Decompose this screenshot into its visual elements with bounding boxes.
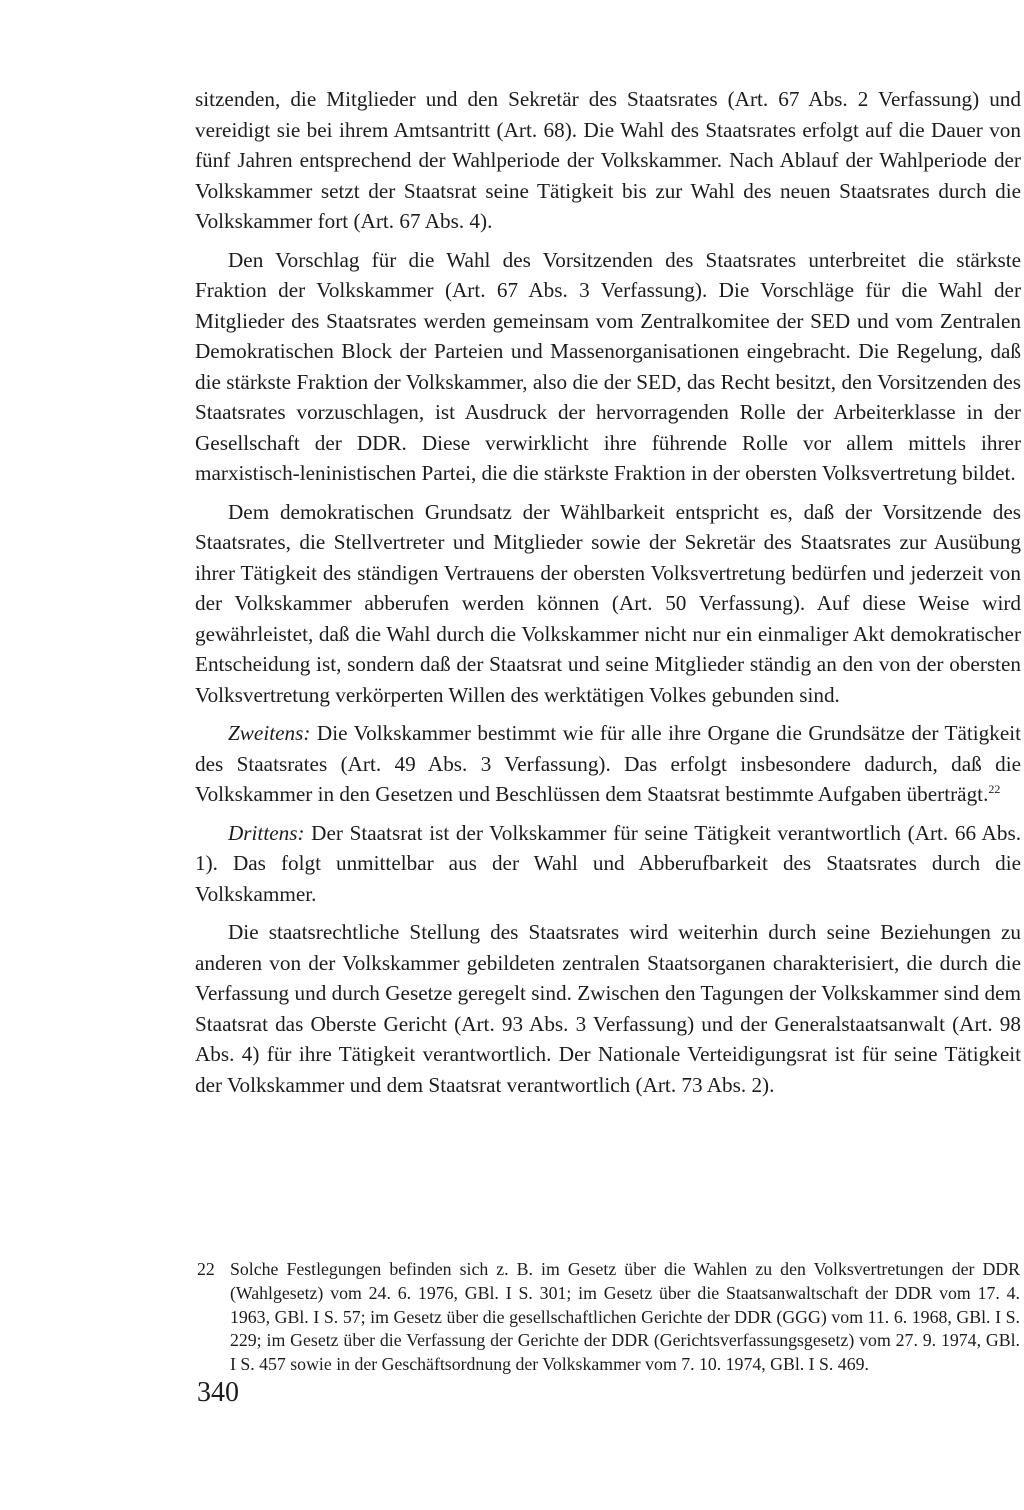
- paragraph-text: Die staatsrechtliche Stellung des Staatsrates wird weiterhin durch seine Beziehungen zu anderen von der Volkskammer gebildeten zentralen Staatsorganen charakterisiert, die durch die Verfassung und durch Gesetze geregelt sind. Zwischen den Tagungen der Volkskammer sind dem Staatsrat das Oberste Gericht (Art. 93 Abs. 3 Verfassung) und der Generalstaatsanwalt (Art. 98 Abs. 4) für ihre Tätigkeit verantwortlich. Der Nationale Verteidigungsrat ist für seine Tätigkeit der Volkskammer und dem Staatsrat verantwortlich (Art. 73 Abs. 2).: [195, 920, 1021, 1097]
- page-number: 340: [197, 1377, 239, 1408]
- paragraph-4: [195, 718, 1021, 810]
- footnote-number: 22: [197, 1259, 215, 1279]
- paragraph-text: Die Volkskammer bestimmt wie für alle ihre Organe die Grundsätze der Tätigkeit des Staatsrates (Art. 49 Abs. 3 Verfassung). Das erfolgt insbesondere dadurch, daß die Volkskammer in den Gesetzen und Beschlüssen dem Staatsrat bestimmte Aufgaben überträgt.: [195, 721, 1021, 806]
- paragraph-text: Der Staatsrat ist der Volkskammer für seine Tätigkeit verantwortlich (Art. 66 Abs. 1). Das folgt unmittelbar aus der Wahl und Abberufbarkeit des Staatsrates durch die Volkskammer.: [195, 820, 1021, 906]
- paragraph-lead-drittens: Drittens:: [228, 820, 305, 845]
- footnote-reference[interactable]: 22: [988, 782, 1001, 796]
- paragraph-6: [195, 917, 1021, 1100]
- footnote-text: Solche Festlegungen befinden sich z. B. im Gesetz über die Wahlen zu den Volksvertretungen der DDR (Wahlgesetz) vom 24. 6. 1976, GBl. I S. 301; im Gesetz über die Staatsanwaltschaft der DDR vom 17. 4. 1963, GBl. I S. 57; im Gesetz über die gesellschaftlichen Gerichte der DDR (GGG) vom 11. 6. 1968, GBl. I S. 229; im Gesetz über die Verfassung der Gerichte der DDR (Gerichtsverfassungsgesetz) vom 27. 9. 1974, GBl. I S. 457 sowie in der Geschäftsordnung der Volkskammer vom 7. 10. 1974, GBl. I S. 469.: [230, 1259, 1020, 1375]
- paragraph-lead-zweitens: Zweitens:: [228, 721, 311, 745]
- paragraph-text: Den Vorschlag für die Wahl des Vorsitzenden des Staatsrates unterbreitet die stärkste Fraktion der Volkskammer (Art. 67 Abs. 3 Verfassung). Die Vorschläge für die Wahl der Mitglieder des Staatsrates werden gemeinsam vom Zentralkomitee der SED und vom Zentralen Demokratischen Block der Parteien und Massenorganisationen eingebracht. Die Regelung, daß die stärkste Fraktion der Volkskammer, also die der SED, das Recht besitzt, den Vorsitzenden des Staatsrates vorzuschlagen, ist Ausdruck der hervorragenden Rolle der Arbeiterklasse in der Gesellschaft der DDR. Diese verwirklicht ihre führende Rolle vor allem mittels ihrer marxistisch-leninistischen Partei, die die stärkste Fraktion in der obersten Volksvertretung bildet.: [195, 247, 1021, 485]
- paragraph-2: [195, 245, 1021, 489]
- paragraph-text: Dem demokratischen Grundsatz der Wählbarkeit entspricht es, daß der Vorsitzende des Staatsrates, die Stellvertreter und Mitglieder sowie der Sekretär des Staatsrates zur Ausübung ihrer Tätigkeit des ständigen Vertrauens der obersten Volksvertretung bedürfen und jederzeit von der Volkskammer abberufen werden können (Art. 50 Verfassung). Auf diese Weise wird gewährleistet, daß die Wahl durch die Volkskammer nicht nur ein einmaliger Akt demokratischer Entscheidung ist, sondern daß der Staatsrat und seine Mitglieder ständig an den von der obersten Volksvertretung verkörperten Willen des werktätigen Volkes gebunden sind.: [195, 499, 1021, 707]
- footnote: [197, 1258, 1020, 1377]
- paragraph-3: [195, 497, 1021, 711]
- paragraph-text: sitzenden, die Mitglieder und den Sekretär des Staatsrates (Art. 67 Abs. 2 Verfassung) und vereidigt sie bei ihrem Amtsantritt (Art. 68). Die Wahl des Staatsrates erfolgt auf die Dauer von fünf Jahren entsprechend der Wahlperiode der Volkskammer. Nach Ablauf der Wahlperiode der Volkskammer setzt der Staatsrat seine Tätigkeit bis zur Wahl des neuen Staatsrates durch die Volkskammer fort (Art. 67 Abs. 4).: [195, 87, 1021, 233]
- paragraph-1: [195, 84, 1021, 237]
- paragraph-5: [195, 818, 1021, 910]
- body-text: [195, 84, 1021, 1100]
